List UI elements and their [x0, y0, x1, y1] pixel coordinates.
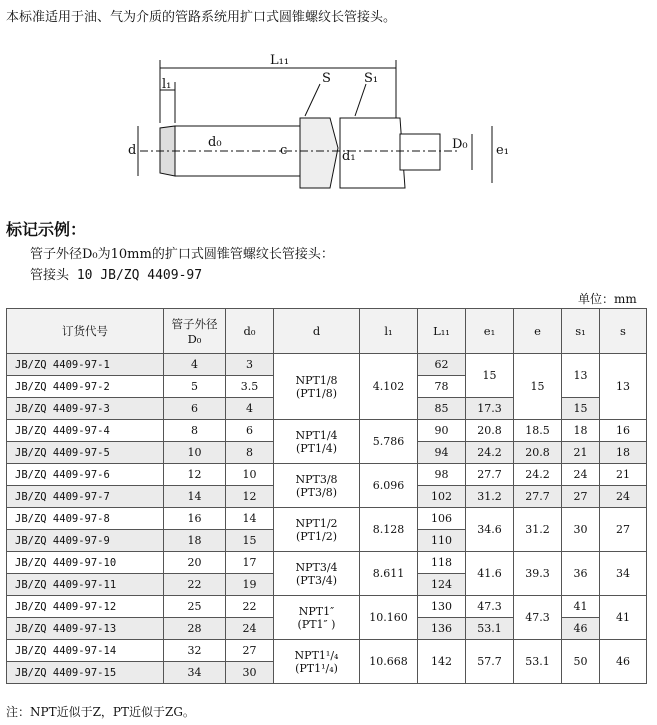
label-e1: e₁: [496, 143, 509, 158]
table-cell: 16: [600, 420, 647, 442]
table-cell: 34: [164, 662, 226, 684]
table-cell: 18.5: [514, 420, 562, 442]
table-cell: 41.6: [466, 552, 514, 596]
table-cell: 5: [164, 376, 226, 398]
table-cell: 24: [600, 486, 647, 508]
footnote: 注：NPT近似于Z，PT近似于ZG。: [6, 705, 195, 719]
header-e1: e₁: [466, 309, 514, 354]
table-cell: JB/ZQ 4409-97-14: [7, 640, 164, 662]
table-cell: NPT1¹/₄ (PT1¹/₄): [274, 640, 360, 684]
table-cell: 50: [562, 640, 600, 684]
table-cell: JB/ZQ 4409-97-8: [7, 508, 164, 530]
header-s: s: [600, 309, 647, 354]
table-row: [7, 354, 647, 376]
table-cell: JB/ZQ 4409-97-6: [7, 464, 164, 486]
table-row: [7, 640, 647, 662]
table-cell: 47.3: [466, 596, 514, 618]
table-cell: 34: [600, 552, 647, 596]
table-cell: 15: [466, 354, 514, 398]
table-cell: 10: [164, 442, 226, 464]
table-cell: 21: [562, 442, 600, 464]
table-cell: 36: [562, 552, 600, 596]
table-cell: 90: [418, 420, 466, 442]
table-cell: 27.7: [514, 486, 562, 508]
header-d: d: [274, 309, 360, 354]
table-cell: 46: [600, 640, 647, 684]
label-S1: S₁: [364, 71, 379, 86]
table-cell: 10: [226, 464, 274, 486]
table-cell: JB/ZQ 4409-97-13: [7, 618, 164, 640]
table-cell: 17: [226, 552, 274, 574]
table-cell: 22: [226, 596, 274, 618]
table-cell: 10.668: [360, 640, 418, 684]
table-cell: JB/ZQ 4409-97-11: [7, 574, 164, 596]
header-s1: s₁: [562, 309, 600, 354]
header-D0: 管子外径 D₀: [164, 309, 226, 354]
spec-table: [6, 308, 647, 684]
unit-label: 单位：mm: [578, 292, 637, 306]
table-cell: NPT1/4 (PT1/4): [274, 420, 360, 464]
table-cell: 16: [164, 508, 226, 530]
table-cell: 27: [562, 486, 600, 508]
header-L11: L₁₁: [418, 309, 466, 354]
table-cell: 4: [226, 398, 274, 420]
label-d1: d₁: [342, 149, 356, 164]
table-cell: JB/ZQ 4409-97-2: [7, 376, 164, 398]
table-cell: 18: [164, 530, 226, 552]
table-row: [7, 420, 647, 442]
table-cell: 20.8: [514, 442, 562, 464]
label-L11: L₁₁: [270, 53, 290, 68]
table-cell: JB/ZQ 4409-97-4: [7, 420, 164, 442]
table-cell: 18: [600, 442, 647, 464]
table-cell: 21: [600, 464, 647, 486]
table-cell: 85: [418, 398, 466, 420]
example-line-2: 管接头 10 JB/ZQ 4409-97: [30, 268, 203, 283]
example-line-1: 管子外径D₀为10mm的扩口式圆锥管螺纹长管接头：: [30, 247, 334, 262]
table-cell: 31.2: [514, 508, 562, 552]
table-cell: 18: [562, 420, 600, 442]
table-cell: 20: [164, 552, 226, 574]
table-cell: 94: [418, 442, 466, 464]
table-cell: 6: [226, 420, 274, 442]
table-cell: 136: [418, 618, 466, 640]
label-d: d: [128, 143, 137, 158]
table-cell: JB/ZQ 4409-97-15: [7, 662, 164, 684]
table-cell: 98: [418, 464, 466, 486]
table-cell: 3.5: [226, 376, 274, 398]
table-cell: 4: [164, 354, 226, 376]
table-cell: 19: [226, 574, 274, 596]
table-cell: 8.128: [360, 508, 418, 552]
label-S: S: [322, 71, 331, 86]
table-cell: JB/ZQ 4409-97-9: [7, 530, 164, 552]
table-row: [7, 464, 647, 486]
table-cell: 34.6: [466, 508, 514, 552]
table-cell: 27: [226, 640, 274, 662]
label-d0: d₀: [208, 135, 222, 150]
table-cell: 27.7: [466, 464, 514, 486]
table-cell: JB/ZQ 4409-97-1: [7, 354, 164, 376]
table-cell: 110: [418, 530, 466, 552]
table-cell: 102: [418, 486, 466, 508]
table-cell: 15: [514, 354, 562, 420]
intro-text: 本标准适用于油、气为介质的管路系统用扩口式圆锥螺纹长管接头。: [6, 10, 397, 25]
table-cell: 62: [418, 354, 466, 376]
table-cell: 15: [226, 530, 274, 552]
table-cell: 6: [164, 398, 226, 420]
table-cell: 15: [562, 398, 600, 420]
spec-table-wrap: [6, 308, 646, 698]
table-cell: 53.1: [466, 618, 514, 640]
table-cell: JB/ZQ 4409-97-10: [7, 552, 164, 574]
table-row: [7, 596, 647, 618]
table-cell: 31.2: [466, 486, 514, 508]
table-cell: 5.786: [360, 420, 418, 464]
table-cell: 142: [418, 640, 466, 684]
table-cell: JB/ZQ 4409-97-12: [7, 596, 164, 618]
header-d0: d₀: [226, 309, 274, 354]
table-cell: 27: [600, 508, 647, 552]
table-cell: 78: [418, 376, 466, 398]
label-D0: D₀: [452, 137, 468, 152]
table-cell: 10.160: [360, 596, 418, 640]
table-cell: 13: [562, 354, 600, 398]
table-cell: 14: [164, 486, 226, 508]
table-cell: 25: [164, 596, 226, 618]
table-cell: 12: [164, 464, 226, 486]
table-cell: 30: [226, 662, 274, 684]
table-cell: NPT3/8 (PT3/8): [274, 464, 360, 508]
table-cell: 24: [226, 618, 274, 640]
table-cell: 12: [226, 486, 274, 508]
table-cell: 14: [226, 508, 274, 530]
table-cell: 41: [562, 596, 600, 618]
table-row: [7, 552, 647, 574]
table-cell: 28: [164, 618, 226, 640]
table-cell: 130: [418, 596, 466, 618]
table-cell: JB/ZQ 4409-97-7: [7, 486, 164, 508]
table-cell: 47.3: [514, 596, 562, 640]
header-e: e: [514, 309, 562, 354]
table-cell: 41: [600, 596, 647, 640]
table-cell: 24: [562, 464, 600, 486]
table-cell: JB/ZQ 4409-97-3: [7, 398, 164, 420]
table-cell: 30: [562, 508, 600, 552]
table-cell: 20.8: [466, 420, 514, 442]
table-cell: 32: [164, 640, 226, 662]
table-cell: 3: [226, 354, 274, 376]
table-cell: 8: [164, 420, 226, 442]
table-cell: 39.3: [514, 552, 562, 596]
table-cell: 8: [226, 442, 274, 464]
header-l1: l₁: [360, 309, 418, 354]
section-title: 标记示例：: [6, 220, 87, 239]
table-cell: NPT1″ (PT1″ ): [274, 596, 360, 640]
table-cell: 53.1: [514, 640, 562, 684]
table-cell: 118: [418, 552, 466, 574]
table-cell: 57.7: [466, 640, 514, 684]
table-cell: NPT1/2 (PT1/2): [274, 508, 360, 552]
label-c: c: [280, 143, 288, 158]
table-cell: 24.2: [514, 464, 562, 486]
table-cell: 22: [164, 574, 226, 596]
table-cell: NPT1/8 (PT1/8): [274, 354, 360, 420]
table-cell: 124: [418, 574, 466, 596]
table-cell: 8.611: [360, 552, 418, 596]
table-cell: 46: [562, 618, 600, 640]
table-cell: 106: [418, 508, 466, 530]
table-row: [7, 508, 647, 530]
table-cell: 6.096: [360, 464, 418, 508]
header-code: 订货代号: [7, 309, 164, 354]
table-cell: 17.3: [466, 398, 514, 420]
label-l1: l₁: [162, 77, 172, 92]
fitting-drawing: [100, 48, 520, 208]
table-cell: JB/ZQ 4409-97-5: [7, 442, 164, 464]
table-cell: 4.102: [360, 354, 418, 420]
table-cell: 24.2: [466, 442, 514, 464]
table-cell: 13: [600, 354, 647, 420]
table-cell: NPT3/4 (PT3/4): [274, 552, 360, 596]
